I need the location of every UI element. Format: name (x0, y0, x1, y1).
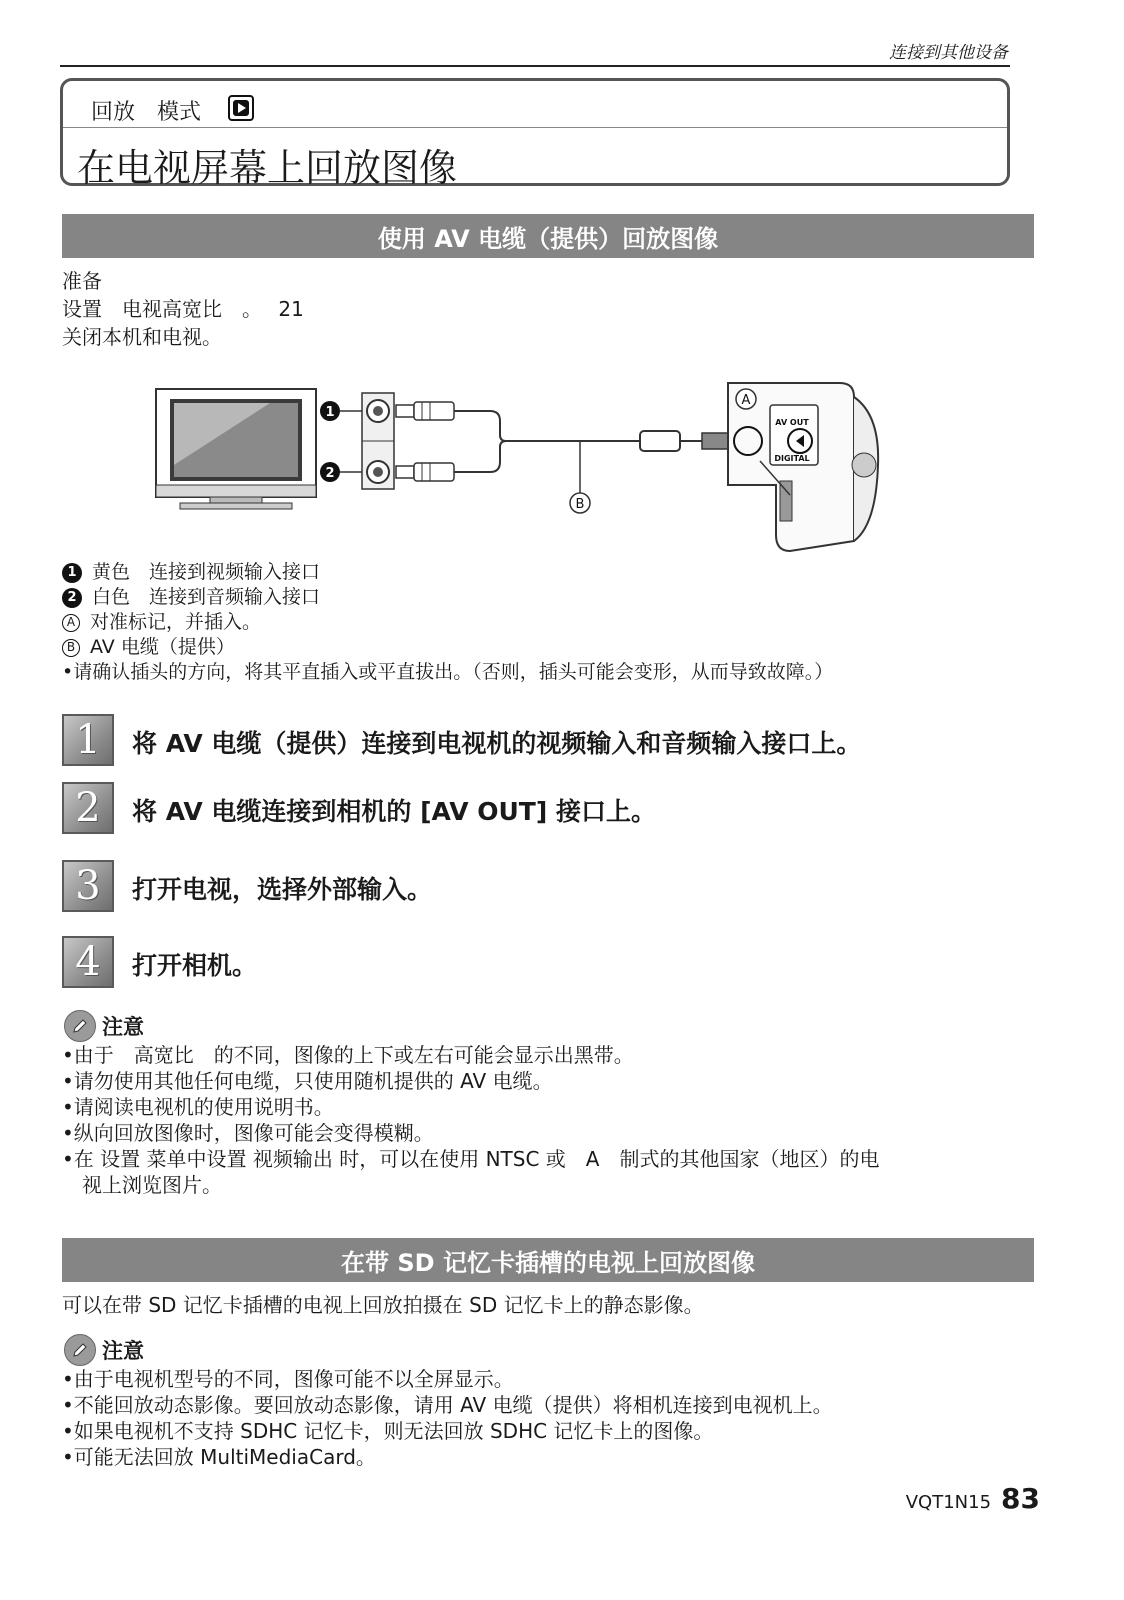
svg-text:DIGITAL: DIGITAL (774, 454, 810, 463)
step-1-text: 将 AV 电缆（提供）连接到电视机的视频输入和音频输入接口上。 (132, 729, 862, 758)
svg-text:B: B (575, 497, 585, 512)
tv-illustration (156, 389, 316, 509)
step-2-icon: 2 (62, 782, 114, 834)
footer (906, 1482, 1040, 1515)
svg-text:A: A (741, 393, 751, 408)
note-item: •由于 高宽比 的不同，图像的上下或左右可能会显示出黑带。 (62, 1043, 634, 1067)
legend-bullet: •请确认插头的方向，将其平直插入或平直拔出。（否则，插头可能会变形，从而导致故障。） (62, 661, 834, 683)
note-item: •在 设置 菜单中设置 视频输出 时，可以在使用 NTSC 或 A 制式的其他国家（地区）的电 (62, 1147, 880, 1171)
step-1-icon: 1 (62, 714, 114, 766)
tv-jacks (362, 393, 394, 489)
step-4-text: 打开相机。 (132, 951, 258, 980)
section-intro: 可以在带 SD 记忆卡插槽的电视上回放拍摄在 SD 记忆卡上的静态影像。 (62, 1293, 704, 1317)
marker-1 (320, 401, 362, 421)
marker-2 (320, 462, 362, 482)
step-3-text: 打开电视，选择外部输入。 (132, 875, 433, 904)
note-item: 视上浏览图片。 (62, 1173, 222, 1197)
note-item: •请勿使用其他任何电缆，只使用随机提供的 AV 电缆。 (62, 1069, 553, 1093)
pencil-note-icon (64, 1334, 96, 1366)
svg-text:2: 2 (325, 466, 335, 481)
playback-mode-icon (228, 95, 254, 121)
connection-diagram (150, 375, 890, 555)
marker-b-icon: B (62, 639, 80, 657)
prep-line: 关闭本机和电视。 (62, 325, 222, 349)
note-list (62, 1042, 879, 1198)
note-item: •纵向回放图像时，图像可能会变得模糊。 (62, 1121, 434, 1145)
header-rule (60, 65, 1010, 67)
rca-plugs (396, 402, 454, 481)
marker-a-icon: A (62, 614, 80, 632)
pencil-note-icon (64, 1010, 96, 1042)
title-divider (63, 127, 1007, 128)
page-number: 83 (1001, 1482, 1040, 1515)
svg-text:1: 1 (325, 405, 335, 420)
prep-line: 设置 电视高宽比 。 21 (62, 297, 304, 321)
note-item: •请阅读电视机的使用说明书。 (62, 1095, 334, 1119)
legend-item: 2 白色 连接到音频输入接口 (62, 585, 833, 610)
play-icon (232, 99, 250, 117)
step-4-icon: 4 (62, 936, 114, 988)
svg-text:AV OUT: AV OUT (775, 418, 809, 427)
marker-1-icon: 1 (62, 563, 82, 583)
section-heading-sd-card (62, 1238, 1034, 1282)
note-item: •如果电视机不支持 SDHC 记忆卡，则无法回放 SDHC 记忆卡上的图像。 (62, 1419, 714, 1443)
step-2-text: 将 AV 电缆连接到相机的 [AV OUT] 接口上。 (132, 797, 656, 826)
note-list (62, 1366, 833, 1470)
section-heading-text: 使用 AV 电缆（提供）回放图像 (377, 224, 719, 253)
mode-label: 回放 模式 (91, 100, 202, 125)
document-code: VQT1N15 (905, 1492, 992, 1513)
marker-2-icon: 2 (62, 588, 82, 608)
note-item: •可能无法回放 MultiMediaCard。 (62, 1445, 376, 1469)
legend-item: A 对准标记，并插入。 (62, 610, 833, 635)
section-heading-av-cable (62, 214, 1034, 258)
legend (62, 560, 833, 685)
running-header: 连接到其他设备 (889, 43, 1008, 63)
section-heading-text: 在带 SD 记忆卡插槽的电视上回放图像 (341, 1248, 755, 1277)
title-box (60, 78, 1010, 190)
legend-item: B AV 电缆（提供） (62, 635, 833, 660)
note-item: •由于电视机型号的不同，图像可能不以全屏显示。 (62, 1367, 514, 1391)
note-title: 注意 (64, 1010, 144, 1042)
av-cable (454, 411, 640, 493)
note-title: 注意 (64, 1334, 144, 1366)
prep-line: 准备 (62, 269, 102, 293)
page-title: 在电视屏幕上回放图像 (77, 146, 458, 190)
step-3-icon: 3 (62, 860, 114, 912)
note-item: •不能回放动态影像。要回放动态影像，请用 AV 电缆（提供）将相机连接到电视机上。 (62, 1393, 833, 1417)
legend-item: 1 黄色 连接到视频输入接口 (62, 560, 833, 585)
